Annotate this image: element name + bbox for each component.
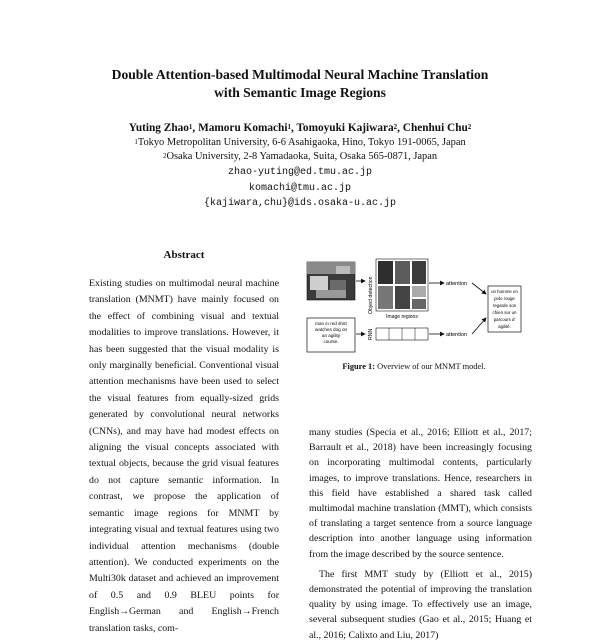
svg-text:man in red shirt: man in red shirt: [315, 321, 347, 326]
author-affiliation-mark: 1: [188, 123, 193, 131]
body-text: [309, 425, 532, 643]
author-name: Chenhui Chu: [402, 122, 468, 134]
paper-title: [40, 66, 560, 102]
image-regions-grid: [376, 259, 428, 311]
attention-label-bottom: attention: [446, 332, 468, 338]
email-list: [40, 165, 560, 212]
image-regions-label: Image regions: [386, 314, 418, 320]
model-overview-diagram: [306, 256, 522, 356]
figure-caption-text: Overview of our MNMT model.: [377, 362, 486, 371]
email-address: komachi@tmu.ac.jp: [248, 182, 352, 194]
attention-label-top: attention: [446, 281, 468, 287]
svg-text:un homme en: un homme en: [491, 289, 518, 294]
affiliation-text: Tokyo Metropolitan University, 6-6 Asahigaoka, Hino, Tokyo 191-0065, Japan: [137, 137, 466, 148]
affiliation-mark: 1: [134, 138, 138, 146]
affiliation-1: [40, 136, 560, 150]
svg-text:chien sur un: chien sur un: [492, 310, 517, 315]
body-paragraph: The first MMT study by (Elliott et al., 2015) demonstrated the potential of improving the translation quality by using image. To effectively use an image, several subsequent studies (Gao et al., 2015; Huang et al., 2016; Calixto and Liu, 2017): [309, 568, 532, 641]
email-address: {kajiwara,chu}@ids.osaka-u.ac.jp: [203, 198, 397, 210]
source-sentence-box: [307, 318, 355, 352]
title-line-2: with Semantic Image Regions: [214, 85, 386, 100]
body-paragraph: many studies (Specia et al., 2016; Elliott et al., 2017; Barrault et al., 2018) have been increasingly focusing on incorporating multimodal contents, particularly images, to improve translations. Hence, researchers in this field have established a shared task called multimodal machine translation (MMT), which consists of translating a target sentence from a source language description into another language using information from the image described by the source sentence.: [309, 427, 532, 560]
svg-text:regarde son: regarde son: [492, 303, 517, 308]
target-sentence-box: [488, 286, 521, 332]
abstract-heading: Abstract: [163, 249, 205, 261]
author-affiliation-mark: 2: [467, 123, 472, 131]
input-image: [307, 262, 355, 300]
figure-label: Figure 1:: [342, 362, 376, 371]
rnn-label: RNN: [368, 328, 374, 340]
abstract-text: Existing studies on multimodal neural machine translation (MNMT) have mainly focused on the effect of combining visual and textual modalities to improve translations. However, it has been suggested that the visual modality is only marginally beneficial. Conventional visual attention mechanisms have been used to select the visual features from equally-sized grids generated by convolutional neural networks (CNNs), and may have had modest effects on aligning the visual concepts associated with textual objects, because the grid visual features do not capture semantic information. In contrast, we propose the application of semantic image regions for MNMT by integrating visual and textual features using two individual attention mechanisms (double attention). We conducted experiments on the Multi30k dataset and achieved an improvement of 0.5 and 0.9 BLEU points for English→German and English→French translation tasks, com-: [89, 278, 279, 634]
title-line-1: Double Attention-based Multimodal Neural Machine Translation: [111, 67, 489, 82]
svg-text:parcours d': parcours d': [493, 317, 516, 322]
affiliation-2: [40, 150, 560, 164]
svg-text:watches dog on: watches dog on: [314, 327, 348, 332]
author-name: Mamoru Komachi: [198, 122, 288, 134]
svg-text:an agility: an agility: [321, 333, 341, 338]
author-list: Yuting Zhao$^1$, Mamoru Komachi$^1$, Tomoyuki Kajiwara$^2$, Chenhui Chu$^2$: [128, 122, 472, 134]
figure-caption: [306, 362, 522, 371]
svg-text:agilité.: agilité.: [498, 324, 511, 329]
author-affiliation-mark: 1: [287, 123, 291, 131]
affiliation-mark: 2: [162, 152, 167, 160]
figure-1: [306, 256, 522, 356]
object-detection-label: Object detection: [368, 276, 374, 314]
author-name: Yuting Zhao: [128, 122, 189, 134]
author-name: Tomoyuki Kajiwara: [296, 122, 394, 134]
arrow: [472, 318, 486, 334]
email-address: zhao-yuting@ed.tmu.ac.jp: [227, 167, 373, 178]
arrow: [472, 283, 486, 294]
author-affiliation-mark: 2: [393, 123, 398, 131]
svg-text:polo rouge: polo rouge: [494, 296, 515, 301]
affiliation-text: Osaka University, 2-8 Yamadaoka, Suita, Osaka 565-0871, Japan: [166, 151, 438, 162]
svg-text:course.: course.: [323, 339, 339, 344]
